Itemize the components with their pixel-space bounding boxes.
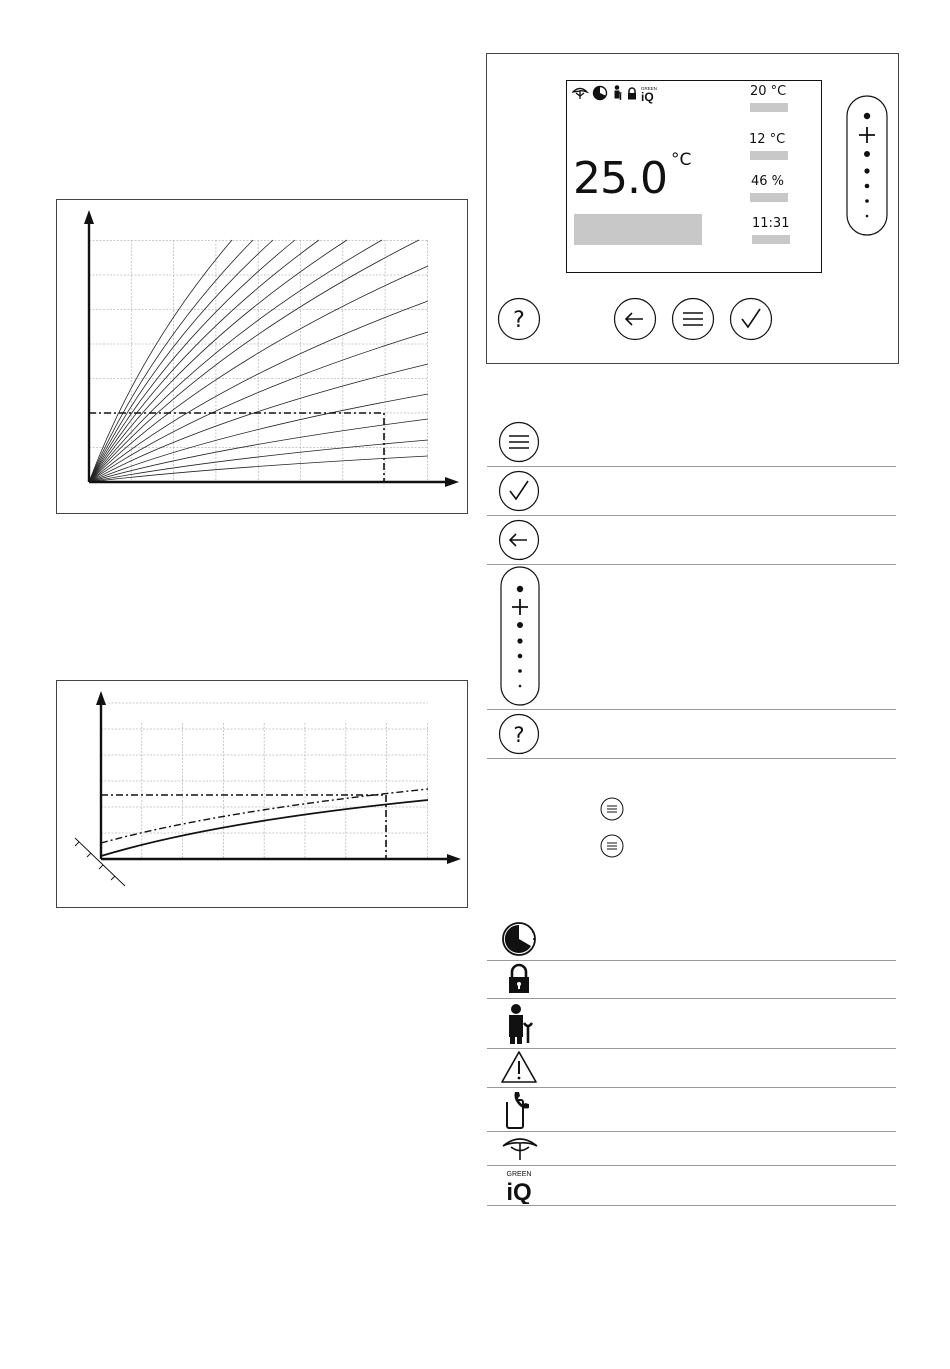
confirm-button[interactable] <box>729 297 773 341</box>
green-iq-big-text: iQ <box>641 90 654 104</box>
heating-curve-chart-frame <box>56 199 468 514</box>
display-status-icons <box>572 84 662 104</box>
x-axis-arrow <box>445 477 459 487</box>
table-divider <box>487 466 896 467</box>
reading-bar <box>750 151 788 160</box>
green-iq-small-label: GREEN <box>506 1171 532 1178</box>
warning-icon <box>500 1050 538 1084</box>
offset-axis-tick <box>87 853 91 857</box>
offset-axis-tick <box>99 865 103 869</box>
reading-humidity: 46 % <box>751 174 785 189</box>
reference-line <box>101 795 386 859</box>
reading-outdoor: 12 °C <box>749 132 786 147</box>
lock-icon <box>506 963 532 995</box>
reading-bar <box>750 103 788 112</box>
green-iq-icon <box>641 86 657 104</box>
back-button[interactable] <box>613 297 657 341</box>
menu-button[interactable] <box>671 297 715 341</box>
heating-curve <box>89 240 419 482</box>
scroll-wheel[interactable] <box>846 95 888 236</box>
technician-icon <box>615 85 622 100</box>
y-axis-arrow <box>84 210 94 224</box>
menu-icon <box>600 834 624 858</box>
back-icon <box>498 519 540 561</box>
clock-icon <box>594 87 607 100</box>
reading-bar <box>752 235 790 244</box>
green-iq-icon <box>499 1168 541 1204</box>
table-divider <box>487 515 896 516</box>
technician-icon <box>506 1003 534 1045</box>
svg-text:?: ? <box>513 723 525 747</box>
heating-curve <box>89 332 428 482</box>
fan-icon <box>573 89 587 100</box>
offset-curve-chart-frame <box>56 680 468 908</box>
help-button[interactable] <box>497 297 541 341</box>
menu-icon <box>498 421 540 463</box>
help-icon <box>498 713 540 755</box>
current-temperature: 25.0 <box>573 153 667 204</box>
temperature-unit: °C <box>671 150 692 170</box>
table-divider <box>487 1205 896 1206</box>
offset-curve-chart <box>57 681 467 907</box>
confirm-icon <box>498 470 540 512</box>
green-iq-big-label: iQ <box>506 1179 532 1204</box>
reading-bar <box>750 193 788 202</box>
x-axis-arrow <box>447 854 461 864</box>
green-iq-small-text: GREEN <box>641 86 658 91</box>
table-divider <box>487 1131 896 1132</box>
clock-icon <box>500 920 538 958</box>
table-divider <box>487 1048 896 1049</box>
table-divider <box>487 758 896 759</box>
table-divider <box>487 1165 896 1166</box>
fan-icon <box>501 1134 539 1162</box>
menu-icon <box>600 797 624 821</box>
offset-axis-tick <box>75 842 79 846</box>
reading-setpoint: 20 °C <box>750 84 787 99</box>
svg-text:?: ? <box>513 308 525 333</box>
display-text-placeholder <box>574 214 702 245</box>
y-axis-arrow <box>96 691 106 705</box>
phone-icon <box>505 1090 535 1130</box>
lock-icon <box>628 88 636 100</box>
scroll-wheel-icon <box>500 566 540 706</box>
reading-time: 11:31 <box>752 216 790 231</box>
table-divider <box>487 564 896 565</box>
offset-axis-tick <box>111 876 115 880</box>
table-divider <box>487 1087 896 1088</box>
table-divider <box>487 709 896 710</box>
heating-curve-chart <box>57 200 467 513</box>
table-divider <box>487 998 896 999</box>
table-divider <box>487 960 896 961</box>
